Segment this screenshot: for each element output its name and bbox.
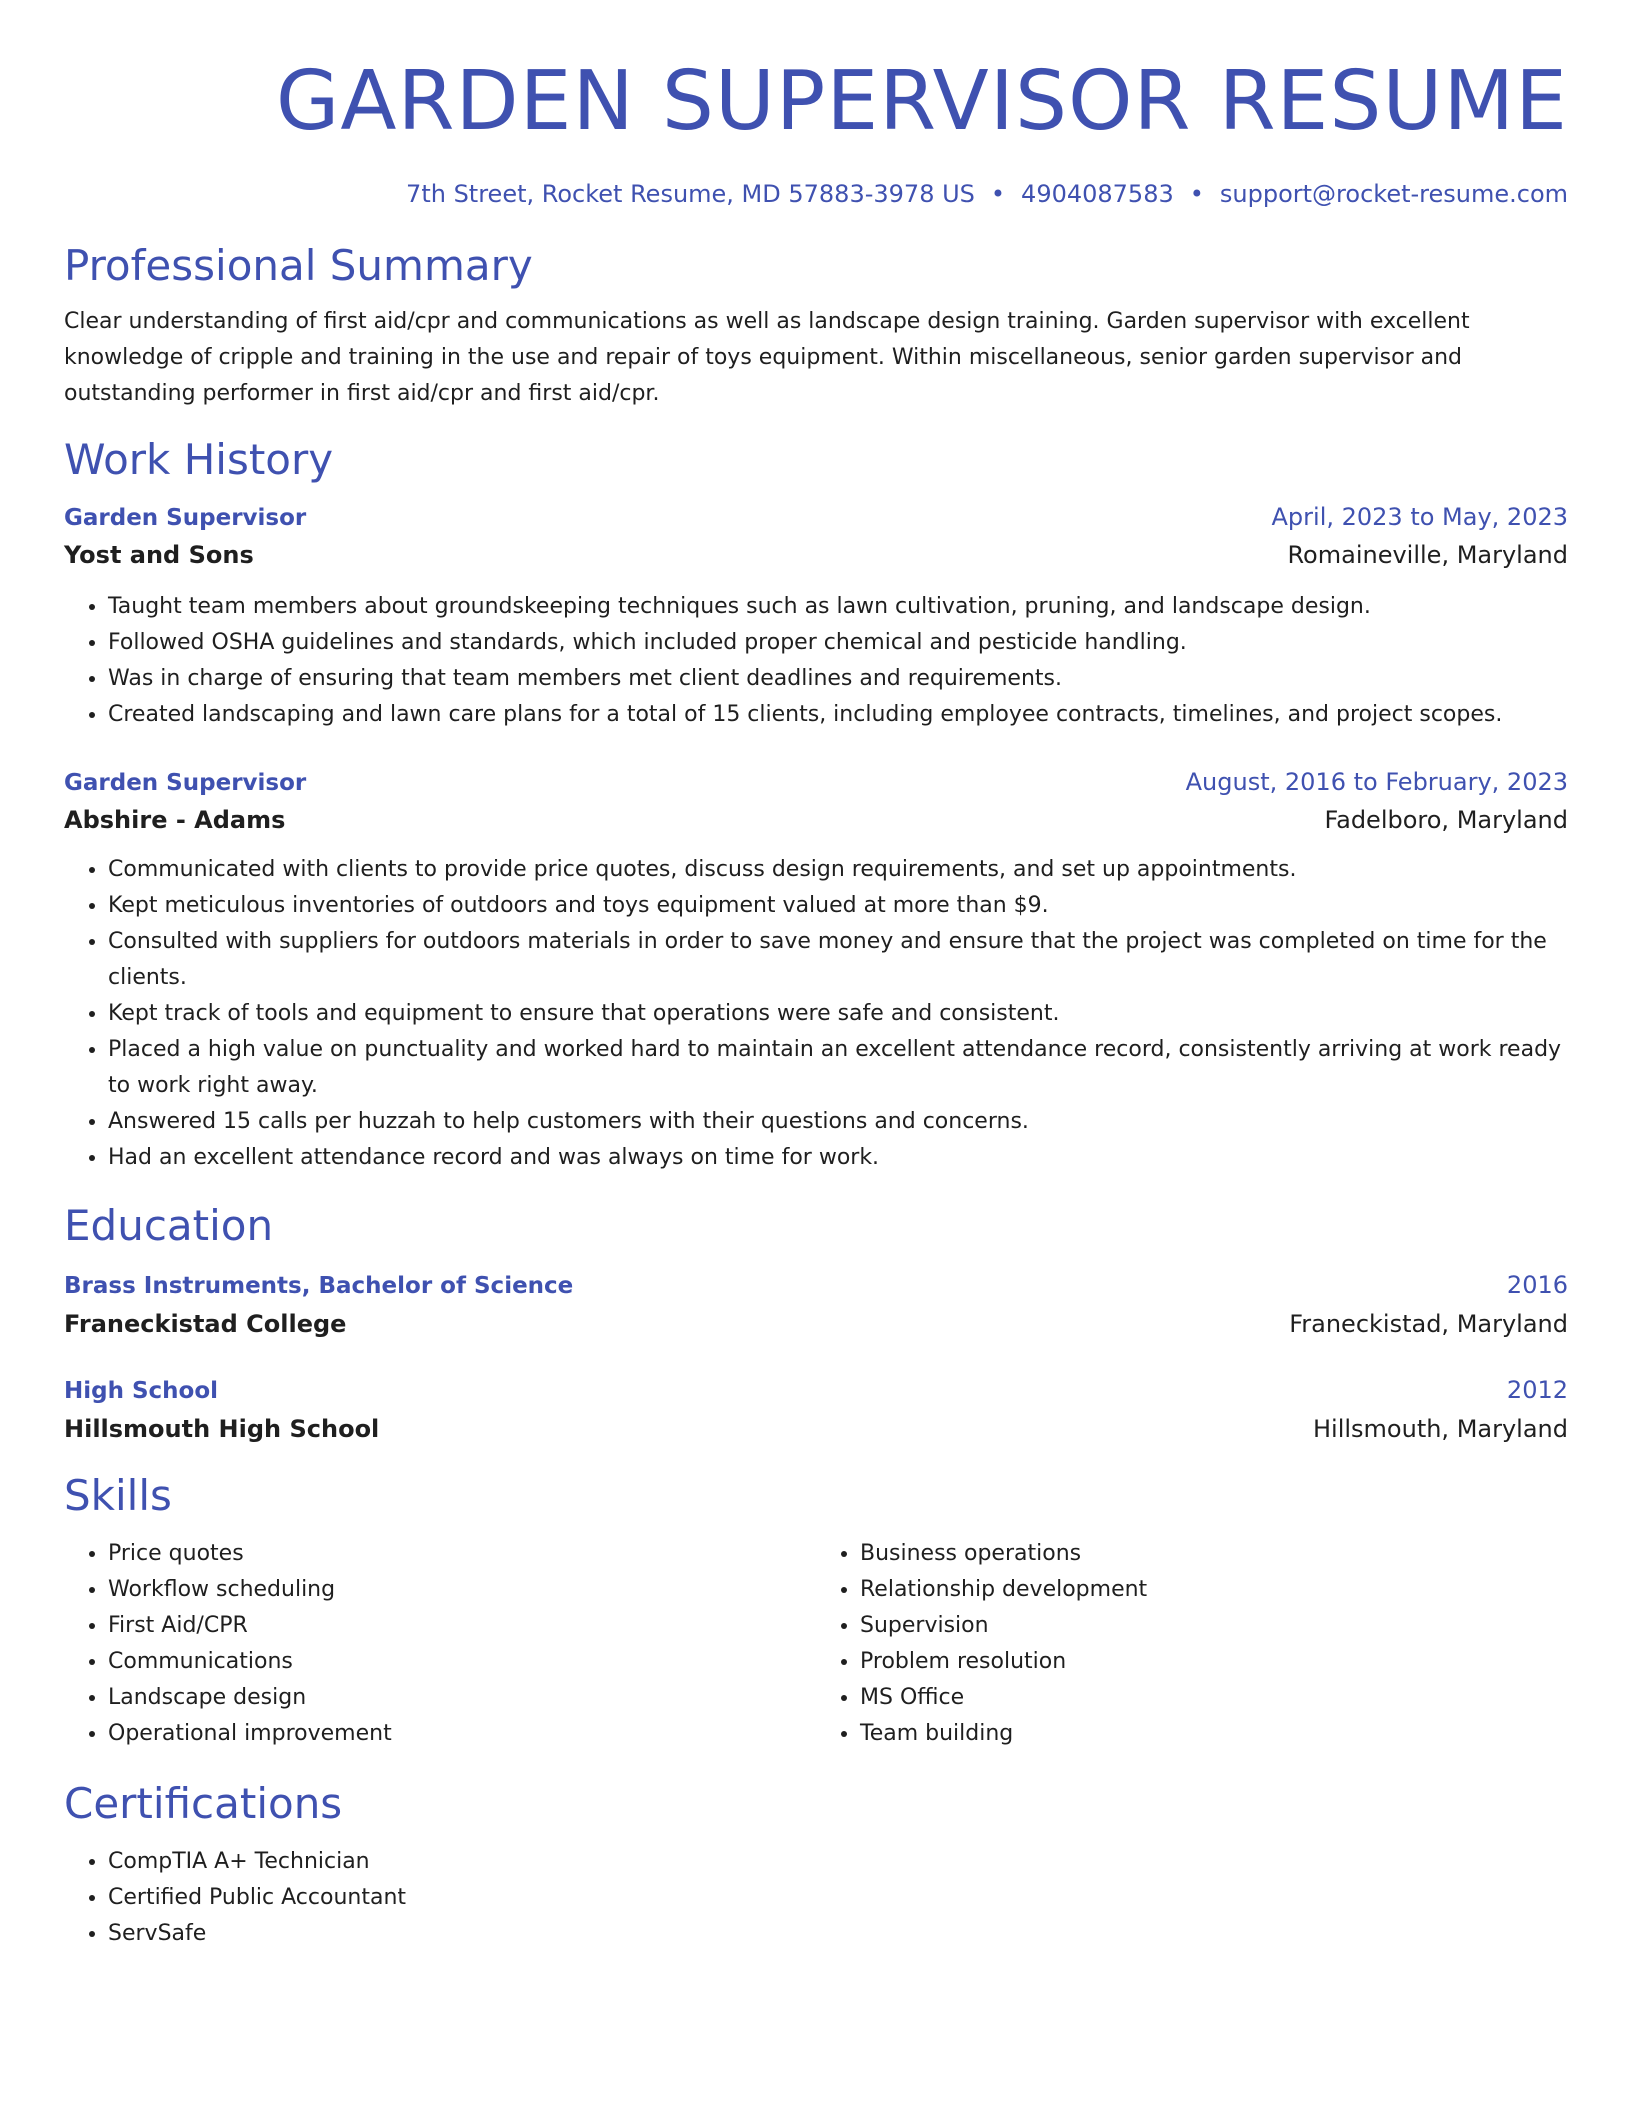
skill-item: • Business operations xyxy=(860,1536,1568,1572)
education-location: Franeckistad, Maryland xyxy=(1289,1310,1568,1338)
skill-item: • Team building xyxy=(860,1716,1568,1752)
job-entry xyxy=(64,763,1568,1176)
education-degree: Brass Instruments, Bachelor of Science xyxy=(64,1273,574,1299)
job-dates: August, 2016 to February, 2023 xyxy=(1185,768,1568,796)
summary-section xyxy=(64,240,1568,412)
education-section xyxy=(64,1200,1568,1448)
contact-email[interactable]: support@rocket-resume.com xyxy=(1219,180,1568,208)
job-company: Abshire - Adams xyxy=(64,806,286,834)
resume-title: GARDEN SUPERVISOR RESUME xyxy=(275,54,1568,149)
job-duty: • Consulted with suppliers for outdoors materials in order to save money and ensure that the project was completed on time for the clients. xyxy=(108,924,1568,996)
certification-item: • CompTIA A+ Technician xyxy=(108,1844,1568,1880)
skills-list-right xyxy=(816,1536,1568,1752)
job-title: Garden Supervisor xyxy=(64,770,307,796)
job-duty: • Kept meticulous inventories of outdoors and toys equipment valued at more than $9. xyxy=(108,888,1568,924)
job-location: Romaineville, Maryland xyxy=(1287,541,1568,569)
skill-item: • Price quotes xyxy=(108,1536,816,1572)
skills-columns xyxy=(64,1536,1568,1752)
education-heading: Education xyxy=(64,1201,274,1250)
skill-item: • Workflow scheduling xyxy=(108,1572,816,1608)
summary-text: Clear understanding of first aid/cpr and communications as well as landscape design training. Garden supervisor with excellent knowledge of cripple and training in the use and repair of toys equipment. Within miscellaneous, senior garden supervisor and outstanding performer in first aid/cpr and first aid/cpr. xyxy=(64,309,1470,406)
certification-item: • Certified Public Accountant xyxy=(108,1880,1568,1916)
education-entry xyxy=(64,1266,1568,1343)
job-duty: • Taught team members about groundskeeping techniques such as lawn cultivation, pruning, and landscape design. xyxy=(108,589,1568,625)
certifications-section xyxy=(64,1778,1568,1952)
job-duty: • Followed OSHA guidelines and standards, which included proper chemical and pesticide handling. xyxy=(108,625,1568,661)
job-duty: • Kept track of tools and equipment to ensure that operations were safe and consistent. xyxy=(108,996,1568,1032)
job-duty: • Was in charge of ensuring that team members met client deadlines and requirements. xyxy=(108,661,1568,697)
education-entry xyxy=(64,1371,1568,1448)
certifications-heading: Certifications xyxy=(64,1779,343,1828)
skill-item: • MS Office xyxy=(860,1680,1568,1716)
education-school: Franeckistad College xyxy=(64,1310,347,1338)
skill-item: • Supervision xyxy=(860,1608,1568,1644)
job-company: Yost and Sons xyxy=(64,541,254,569)
work-heading: Work History xyxy=(64,435,334,484)
skill-item: • Relationship development xyxy=(860,1572,1568,1608)
skill-item: • Operational improvement xyxy=(108,1716,816,1752)
skill-item: • First Aid/CPR xyxy=(108,1608,816,1644)
skills-list-left xyxy=(64,1536,816,1752)
skills-section xyxy=(64,1470,1568,1752)
contact-line xyxy=(64,178,1568,210)
contact-separator: • xyxy=(1189,180,1204,208)
job-entry xyxy=(64,498,1568,733)
contact-phone: 4904087583 xyxy=(1021,180,1174,208)
education-year: 2016 xyxy=(1506,1271,1568,1299)
job-duty: • Created landscaping and lawn care plans for a total of 15 clients, including employee contracts, timelines, and project scopes. xyxy=(108,697,1568,733)
contact-address: 7th Street, Rocket Resume, MD 57883-3978 US xyxy=(406,180,975,208)
education-school: Hillsmouth High School xyxy=(64,1415,380,1443)
contact-separator: • xyxy=(990,180,1006,208)
education-location: Hillsmouth, Maryland xyxy=(1312,1415,1568,1443)
skills-heading: Skills xyxy=(64,1471,172,1520)
education-degree: High School xyxy=(64,1378,219,1404)
job-duty: • Communicated with clients to provide price quotes, discuss design requirements, and set up appointments. xyxy=(108,852,1568,888)
job-title: Garden Supervisor xyxy=(64,505,307,531)
skill-item: • Communications xyxy=(108,1644,816,1680)
job-duty: • Placed a high value on punctuality and worked hard to maintain an excellent attendance record, consistently arriving at work ready to work right away. xyxy=(108,1032,1568,1104)
certification-item: • ServSafe xyxy=(108,1916,1568,1952)
job-duties xyxy=(64,589,1568,733)
summary-heading: Professional Summary xyxy=(64,241,533,290)
job-duty: • Answered 15 calls per huzzah to help customers with their questions and concerns. xyxy=(108,1104,1568,1140)
education-year: 2012 xyxy=(1506,1376,1568,1404)
certifications-list xyxy=(64,1844,1568,1952)
job-dates: April, 2023 to May, 2023 xyxy=(1271,503,1568,531)
skill-item: • Landscape design xyxy=(108,1680,816,1716)
skill-item: • Problem resolution xyxy=(860,1644,1568,1680)
work-section xyxy=(64,434,1568,1176)
job-duty: • Had an excellent attendance record and was always on time for work. xyxy=(108,1140,1568,1176)
job-location: Fadelboro, Maryland xyxy=(1324,806,1568,834)
job-duties xyxy=(64,852,1568,1176)
